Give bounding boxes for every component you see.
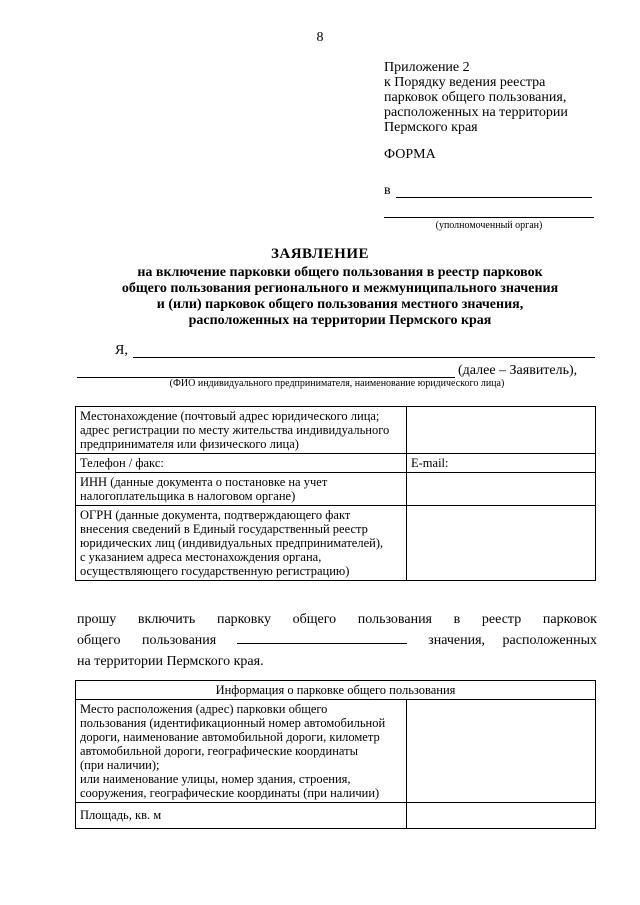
applicant-name-field[interactable] <box>133 357 595 358</box>
table-row <box>76 803 596 829</box>
applicant-caption: (ФИО индивидуального предпринимателя, наименование юридического лица) <box>169 378 505 389</box>
ogrn-value-cell[interactable] <box>407 506 596 581</box>
table-row <box>76 506 596 581</box>
cell-line: сооружения, географические координаты (при наличии) <box>80 786 380 800</box>
cell-line: предпринимателя или физического лица) <box>80 437 299 451</box>
cell-line: ОГРН (данные документа, подтверждающего факт <box>80 508 351 522</box>
email-label[interactable] <box>407 454 596 473</box>
appendix-line: к Порядку ведения реестра <box>384 75 546 90</box>
form-label: ФОРМА <box>384 147 436 162</box>
location-label <box>76 407 407 454</box>
cell-line: с указанием адреса местонахождения органа, <box>80 550 322 564</box>
parking-location-value-cell[interactable] <box>407 700 596 803</box>
cell-line: внесения сведений в Единый государственный реестр <box>80 522 368 536</box>
appendix-line: расположенных на территории <box>384 105 568 120</box>
applicant-details-table <box>75 406 596 581</box>
cell-line: Площадь, кв. м <box>80 808 162 822</box>
request-line: на территории Пермского края. <box>77 654 264 669</box>
page-number: 8 <box>316 30 324 45</box>
cell-line: Место расположения (адрес) парковки общего <box>80 702 328 716</box>
appendix-line: парковок общего пользования, <box>384 90 567 105</box>
document-subtitle <box>80 265 600 329</box>
parking-location-label <box>76 700 407 803</box>
request-paragraph <box>77 609 597 672</box>
cell-line: осуществляющего государственную регистрацию) <box>80 564 350 578</box>
ogrn-label <box>76 506 407 581</box>
request-line <box>77 630 597 651</box>
subtitle-line: на включение парковки общего пользования в реестр парковок <box>137 265 543 280</box>
parking-info-table <box>75 680 596 829</box>
recipient-field[interactable] <box>396 197 592 198</box>
subtitle-line: общего пользования регионального и межмуниципального значения <box>121 281 559 296</box>
subtitle-line: расположенных на территории Пермского края <box>188 313 492 328</box>
cell-line: дороги, наименование автомобильной дороги, километр <box>80 730 380 744</box>
request-text: общего пользования <box>77 633 217 648</box>
cell-line: E-mail: <box>411 456 449 470</box>
recipient-prefix: в <box>384 183 391 198</box>
cell-line: Местонахождение (почтовый адрес юридического лица; <box>80 409 380 423</box>
table-header <box>76 681 596 700</box>
inn-label <box>76 473 407 506</box>
cell-line: или наименование улицы, номер здания, строения, <box>80 772 351 786</box>
recipient-field-2[interactable] <box>384 217 594 218</box>
recipient-caption: (уполномоченный орган) <box>435 220 543 231</box>
cell-line: автомобильной дороги, географические координаты <box>80 744 358 758</box>
applicant-suffix: (далее – Заявитель), <box>458 363 578 378</box>
cell-line: Телефон / факс: <box>80 456 164 470</box>
appendix-line: Приложение 2 <box>384 60 470 75</box>
phone-label[interactable] <box>76 454 407 473</box>
cell-line: (при наличии); <box>80 758 160 772</box>
table-row <box>76 681 596 700</box>
area-label <box>76 803 407 829</box>
location-value-cell[interactable] <box>407 407 596 454</box>
applicant-prefix: Я, <box>115 343 128 358</box>
cell-line: юридических лиц (индивидуальных предпринимателей), <box>80 536 384 550</box>
inn-value-cell[interactable] <box>407 473 596 506</box>
area-value-cell[interactable] <box>407 803 596 829</box>
table-row <box>76 473 596 506</box>
request-text: значения, расположенных <box>428 633 597 648</box>
appendix-note <box>384 60 568 135</box>
subtitle-line: и (или) парковок общего пользования местного значения, <box>156 297 524 312</box>
cell-line: ИНН (данные документа о постановке на учет <box>80 475 328 489</box>
cell-line: Информация о парковке общего пользования <box>215 683 456 697</box>
cell-line: налогоплательщика в налоговом органе) <box>80 489 296 503</box>
table-row <box>76 454 596 473</box>
request-line: прошу включить парковку общего пользования в реестр парковок <box>77 612 597 627</box>
significance-field[interactable] <box>237 631 407 644</box>
document-title: ЗАЯВЛЕНИЕ <box>270 246 370 262</box>
appendix-line: Пермского края <box>384 120 478 135</box>
table-row <box>76 700 596 803</box>
cell-line: адрес регистрации по месту жительства индивидуального <box>80 423 390 437</box>
cell-line: пользования (идентификационный номер автомобильной <box>80 716 386 730</box>
table-row <box>76 407 596 454</box>
